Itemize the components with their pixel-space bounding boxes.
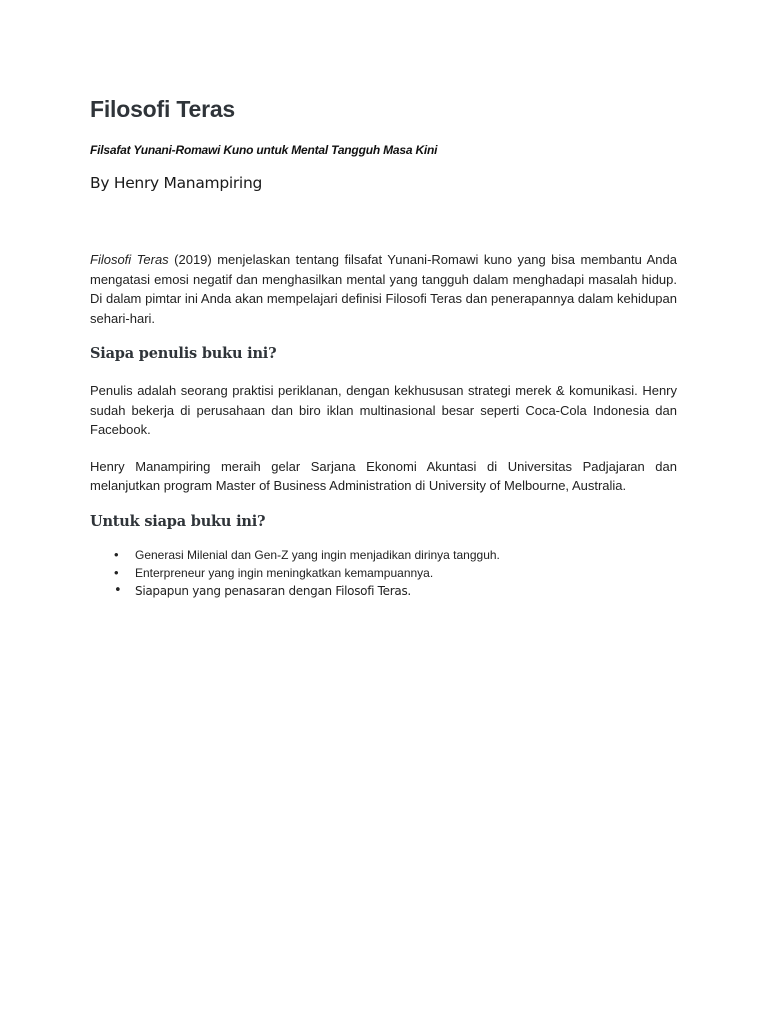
audience-list (90, 546, 677, 600)
document-title: Filosofi Teras (90, 96, 236, 122)
author-paragraph-1: Penulis adalah seorang praktisi periklanan, dengan kekhususan strategi merek & komunikasi. Henry sudah bekerja di perusahaan dan biro iklan multinasional besar seperti Coca-Cola Indonesia dan Facebook. (90, 383, 677, 437)
list-item: • Siapapun yang penasaran dengan Filosofi Teras. (90, 582, 677, 600)
list-item: • Enterpreneur yang ingin meningkatkan kemampuannya. (90, 564, 677, 582)
intro-paragraph (90, 250, 677, 328)
intro-text: (2019) menjelaskan tentang filsafat Yunani-Romawi kuno yang bisa membantu Anda mengatasi emosi negatif dan menghasilkan mental yang tangguh dalam menghadapi masalah hidup. Di dalam pimtar ini Anda akan mempelajari definisi Filosofi Teras dan penerapannya dalam kehidupan sehari-hari. (90, 252, 677, 326)
author-line: By Henry Manampiring (90, 174, 263, 192)
intro-book-title: Filosofi Teras (90, 252, 169, 267)
document-page (90, 92, 677, 600)
section-heading-audience: Untuk siapa buku ini? (90, 512, 266, 530)
document-subtitle: Filsafat Yunani-Romawi Kuno untuk Mental Tangguh Masa Kini (90, 143, 438, 157)
section-heading-author: Siapa penulis buku ini? (90, 345, 277, 362)
list-item: • Generasi Milenial dan Gen-Z yang ingin menjadikan dirinya tangguh. (90, 546, 677, 564)
author-paragraph-2: Henry Manampiring meraih gelar Sarjana Ekonomi Akuntasi di Universitas Padjajaran dan melanjutkan program Master of Business Administration di University of Melbourne, Australia. (90, 458, 677, 493)
